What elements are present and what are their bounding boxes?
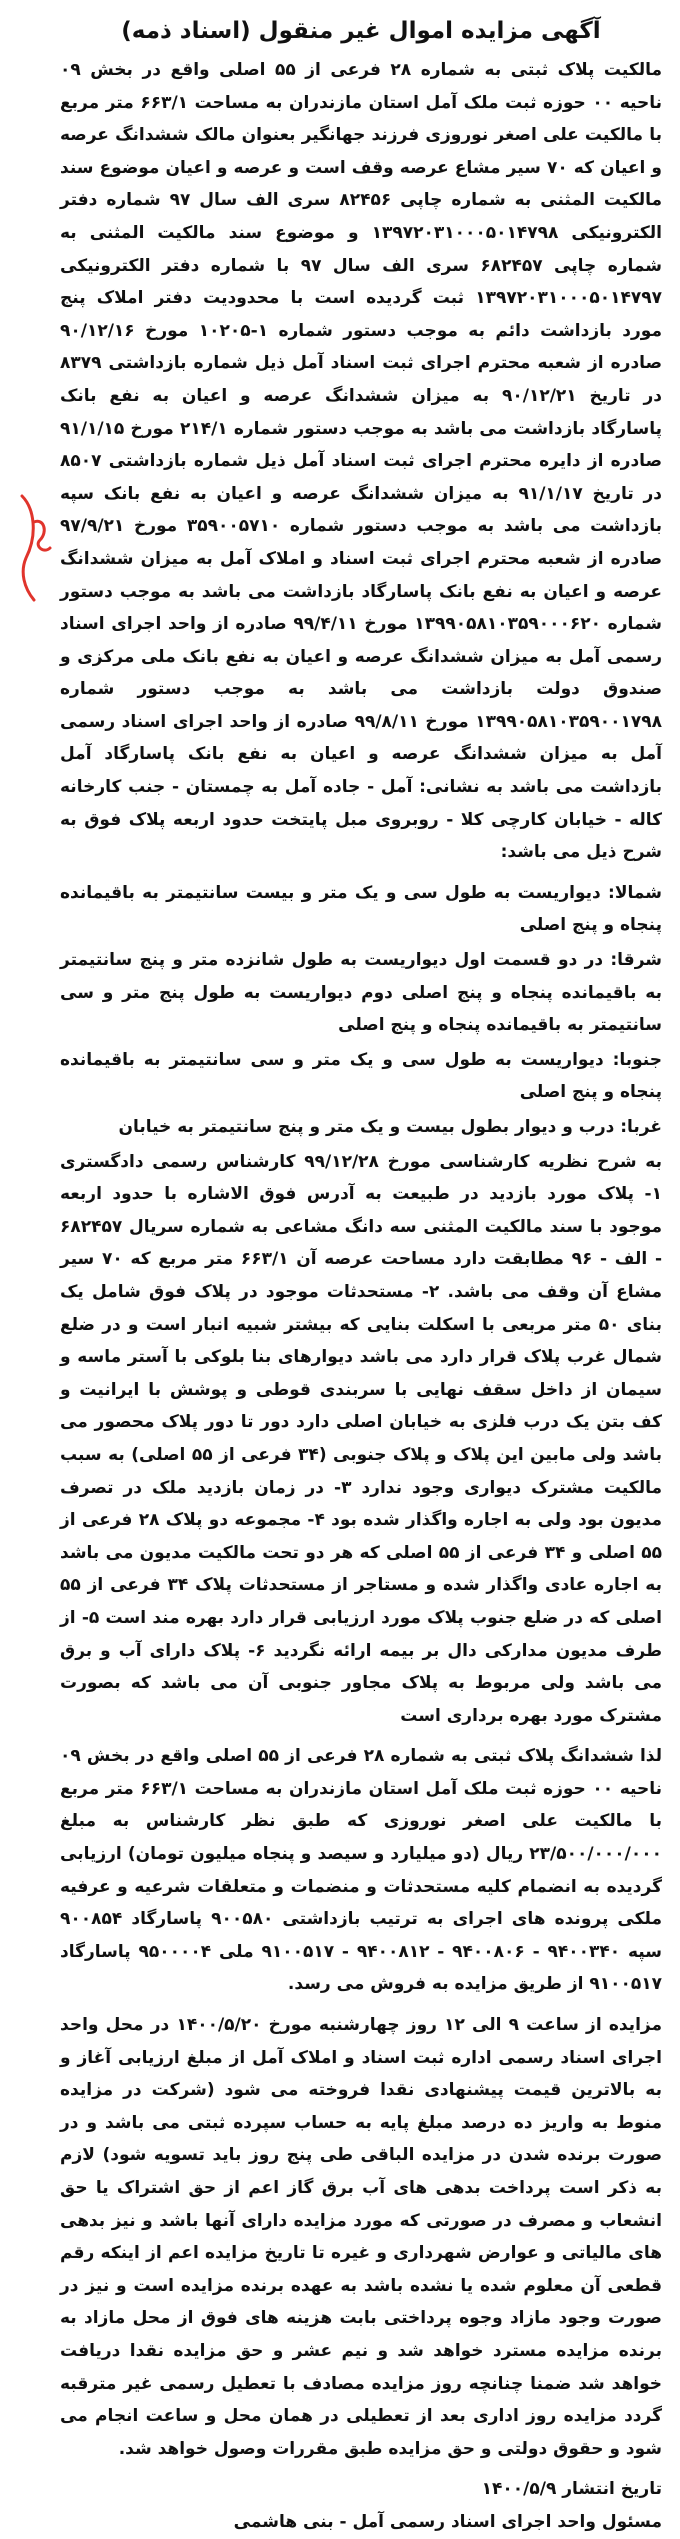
valuation-paragraph: لذا ششدانگ پلاک ثبتی به شماره ۲۸ فرعی از ۵۵ اصلی واقع در بخش ۰۹ ناحیه ۰۰ حوزه ثبت ملک آمل استان مازندران به مساحت ۶۶۳/۱ متر مربع با مالکیت علی اصغر نوروزی که طبق نظر کارشناس به مبلغ ۲۳/۵۰۰/۰۰۰/۰۰۰ ریال (دو میلیارد و سیصد و پنجاه میلیون تومان) ارزیابی گردیده به انضمام کلیه مستحدثات و منضمات و متعلقات شرعیه و عرفیه ملکی پرونده های اجرای به ترتیب بازداشتی ۹۰۰۵۸۰ پاسارگاد ۹۰۰۸۵۴ سپه ۹۴۰۰۳۴۰ - ۹۴۰۰۸۰۶ - ۹۴۰۰۸۱۲ - ۹۱۰۰۵۱۷ ملی ۹۵۰۰۰۰۴ پاسارگاد ۹۱۰۰۵۱۷ از طریق مزایده به فروش می رسد. bbox=[60, 1746, 662, 1995]
auction-terms: مزایده از ساعت ۹ الی ۱۲ روز چهارشنبه مورخ ۱۴۰۰/۵/۲۰ در محل واحد اجرای اسناد رسمی اداره ثبت اسناد و املاک آمل از مبلغ ارزیابی آغاز و به بالاترین قیمت پیشنهادی نقدا فروخته می شود (شرکت در مزایده منوط به واریز ده درصد مبلغ پایه به حساب سپرده ثبتی می باشد و در صورت برنده شدن در مزایده الباقی طی پنج روز باید تسویه شود) لازم به ذکر است پرداخت بدهی های آب برق گاز اعم از حق اشتراک یا حق انشعاب و مصرف در صورتی که مورد مزایده دارای آنها باشد و نیز بدهی های مالیاتی و عوارض شهرداری و غیره تا تاریخ مزایده اعم از اینکه رقم قطعی آن معلوم شده یا نشده باشد به عهده برنده مزایده است و نیز در صورت وجود مازاد وجوه پرداختی بابت هزینه های فوق از محل مازاد به برنده مزایده مسترد خواهد شد و نیم عشر و حق مزایده نقدا دریافت خواهد شد ضمنا چنانچه روز مزایده مصادف با تعطیل رسمی غیر مترقبه گردد مزایده روز اداری بعد از تعطیلی در همان محل و ساعت انجام می شود و حقوق دولتی و حق مزایده طبق مقررات وصول خواهد شد. bbox=[60, 2015, 662, 2459]
boundary-east: شرقا: در دو قسمت اول دیواریست به طول شانزده متر و پنج سانتیمتر به باقیمانده پنجاه و پنج اصلی دوم دیواریست به طول پنج متر و سی سانتیمتر به باقیمانده پنجاه و پنج اصلی bbox=[60, 950, 662, 1036]
notice-title: آگهی مزایده اموال غیر منقول (اسناد ذمه) bbox=[121, 18, 601, 44]
publish-date: تاریخ انتشار ۱۴۰۰/۵/۹ bbox=[481, 2479, 662, 2500]
notice-intro: مالکیت پلاک ثبتی به شماره ۲۸ فرعی از ۵۵ اصلی واقع در بخش ۰۹ ناحیه ۰۰ حوزه ثبت ملک آمل استان مازندران به مساحت ۶۶۳/۱ متر مربع با مالکیت علی اصغر نوروزی فرزند جهانگیر بعنوان مالک ششدانگ عرصه و اعیان که ۷۰ سیر مشاع عرصه وقف است و عرصه و اعیان موضوع سند مالکیت المثنی به شماره چاپی ۸۲۴۵۶ سری الف سال ۹۷ شماره دفتر الکترونیکی ۱۳۹۷۲۰۳۱۰۰۰۵۰۱۴۷۹۸ و موضوع سند مالکیت المثنی به شماره چاپی ۶۸۲۴۵۷ سری الف سال ۹۷ با شماره دفتر الکترونیکی ۱۳۹۷۲۰۳۱۰۰۰۵۰۱۴۷۹۷ ثبت گردیده است با محدودیت دفتر املاک پنج مورد بازداشت دائم به موجب دستور شماره ۱-۱۰۲۰۵ مورخ ۹۰/۱۲/۱۶ صادره از شعبه محترم اجرای ثبت اسناد آمل ذیل شماره بازداشتی ۸۳۷۹ در تاریخ ۹۰/۱۲/۲۱ به میزان ششدانگ عرصه و اعیان به نفع بانک پاسارگاد بازداشت می باشد به موجب دستور شماره ۲۱۴/۱ مورخ ۹۱/۱/۱۵ صادره از دایره محترم اجرای ثبت اسناد آمل ذیل شماره بازداشتی ۸۵۰۷ در تاریخ ۹۱/۱/۱۷ به میزان ششدانگ عرصه و اعیان به نفع بانک سپه بازداشت می باشد به موجب دستور شماره ۳۵۹۰۰۵۷۱۰ مورخ ۹۷/۹/۲۱ صادره از شعبه محترم اجرای ثبت اسناد و املاک آمل به میزان ششدانگ عرصه و اعیان به نفع بانک پاسارگاد بازداشت می باشد به موجب دستور شماره ۱۳۹۹۰۵۸۱۰۳۵۹۰۰۰۶۲۰ مورخ ۹۹/۴/۱۱ صادره از واحد اجرای اسناد رسمی آمل به میزان ششدانگ عرصه و اعیان به نفع بانک ملی مرکزی و صندوق دولت بازداشت می باشد به موجب دستور شماره ۱۳۹۹۰۵۸۱۰۳۵۹۰۰۱۷۹۸ مورخ ۹۹/۸/۱۱ صادره از واحد اجرای اسناد رسمی آمل به میزان ششدانگ عرصه و اعیان به نفع بانک پاسارگاد آمل بازداشت می باشد به نشانی: آمل - جاده آمل به چمستان - جنب کارخانه کاله - خیابان کارچی کلا - روبروی مبل پایتخت حدود اربعه پلاک فوق به شرح ذیل می باشد: bbox=[60, 60, 663, 863]
property-boundaries bbox=[60, 877, 662, 1144]
signature: مسئول واحد اجرای اسناد رسمی آمل - بنی هاشمی bbox=[233, 2511, 662, 2532]
boundary-north: شمالا: دیواریست به طول سی و یک متر و بیست سانتیمتر به باقیمانده پنجاه و پنج اصلی bbox=[60, 882, 662, 936]
boundary-south: جنوبا: دیواریست به طول سی و یک متر و سی سانتیمتر به باقیمانده پنجاه و پنج اصلی bbox=[60, 1049, 662, 1103]
expert-opinion: به شرح نظریه کارشناسی مورخ ۹۹/۱۲/۲۸ کارشناس رسمی دادگستری ۱- پلاک مورد بازدید در طبیعت به آدرس فوق الاشاره با حدود اربعه موجود با سند مالکیت المثنی سه دانگ مشاعی به شماره سریال ۶۸۲۴۵۷ - الف - ۹۶ مطابقت دارد مساحت عرصه آن ۶۶۳/۱ متر مربع که ۷۰ سیر مشاع آن وقف می باشد. ۲- مستحدثات موجود در پلاک فوق شامل یک بنای ۵۰ متر مربعی با اسکلت بنایی که بیشتر شبیه انبار است و در ضلع شمال غرب پلاک قرار دارد می باشد دیوارهای بنا بلوکی با آستر ماسه و سیمان از داخل سقف نهایی با سربندی قوطی و پوشش با ایرانیت و کف بتن یک درب فلزی به خیابان اصلی دارد دور تا دور پلاک محصور می باشد ولی مابین این پلاک و پلاک جنوبی (۳۴ فرعی از ۵۵ اصلی) به سبب مالکیت مشترک دیواری وجود ندارد ۳- در زمان بازدید ملک در تصرف مدیون بود ولی به اجاره واگذار شده بود ۴- مجموعه دو پلاک ۲۸ فرعی از ۵۵ اصلی و ۳۴ فرعی از ۵۵ اصلی که هر دو تحت مالکیت مدیون می باشد به اجاره عادی واگذار شده و مستاجر از مستحدثات پلاک ۳۴ فرعی از ۵۵ اصلی که در ضلع جنوب پلاک مورد ارزیابی قرار دارد بهره مند است ۵- از طرف مدیون مدارکی دال بر بیمه ارائه نگردید ۶- پلاک دارای آب و برق می باشد ولی مربوط به پلاک مجاور جنوبی آن می باشد که بصورت مشترک مورد بهره برداری است bbox=[60, 1151, 663, 1726]
handwritten-margin-mark-icon bbox=[4, 488, 54, 608]
boundary-west: غربا: درب و دیوار بطول بیست و یک متر و پنج سانتیمتر به خیابان bbox=[118, 1117, 662, 1137]
